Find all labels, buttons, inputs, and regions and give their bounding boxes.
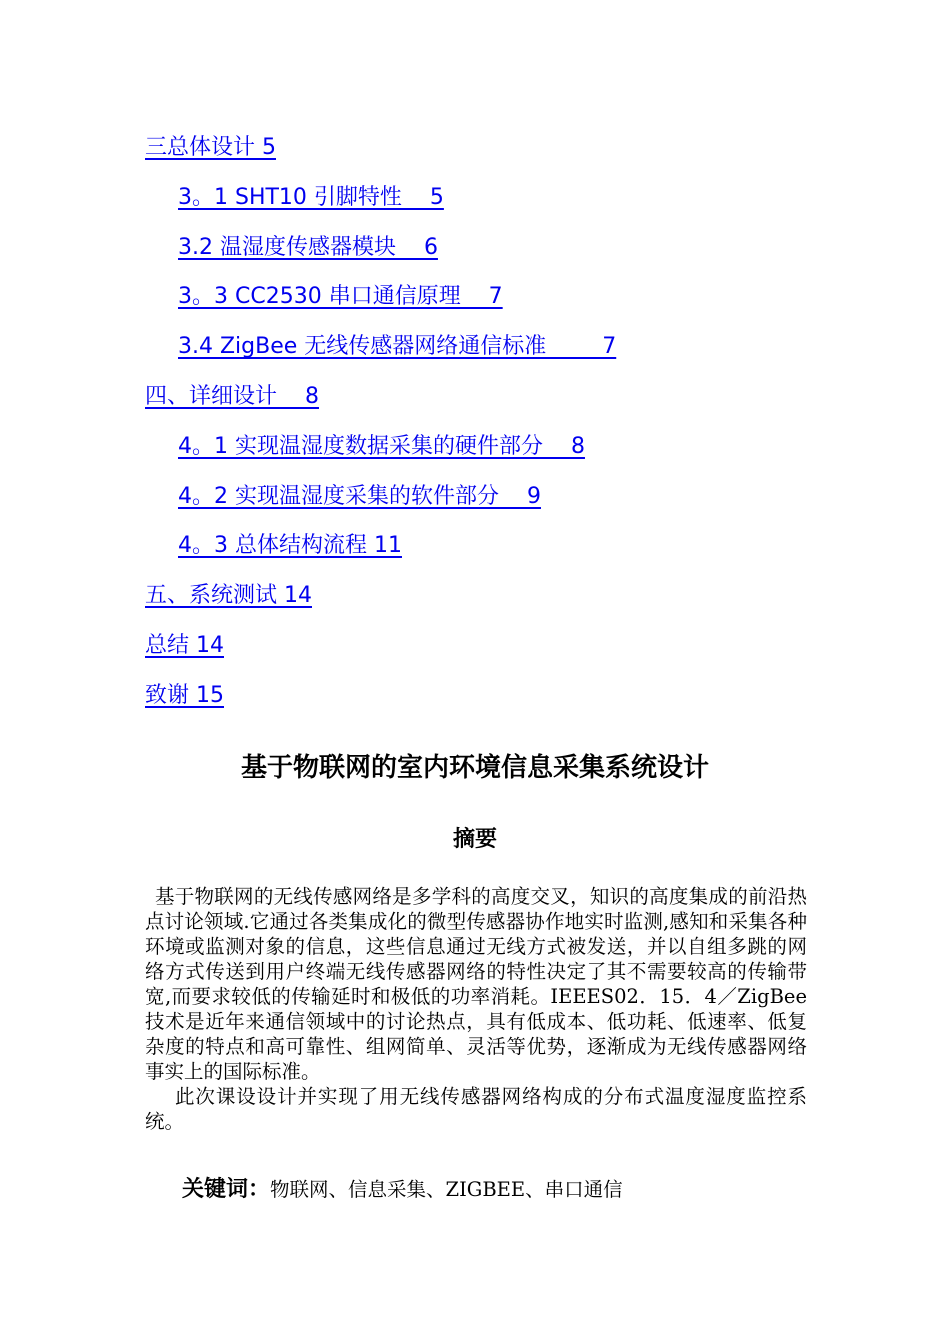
toc-link-4-2[interactable]: 4。2 实现温湿度采集的软件部分 9 xyxy=(178,483,541,509)
toc-link-3-1[interactable]: 3。1 SHT10 引脚特性 5 xyxy=(178,184,444,210)
document-title: 基于物联网的室内环境信息采集系统设计 xyxy=(240,753,709,783)
toc-link-chapter-3[interactable]: 三总体设计 5 xyxy=(145,135,276,160)
table-of-contents xyxy=(145,130,845,728)
toc-link-4-3[interactable]: 4。3 总体结构流程 11 xyxy=(178,533,402,559)
abstract-paragraph-1: 基于物联网的无线传感网络是多学科的高度交叉，知识的高度集成的前沿热点讨论领域.它通过各类集成化的微型传感器协作地实时监测,感知和采集各种环境或监测对象的信息，这些信息通过无线方式被发送，并以自组多跳的网络方式传送到用户终端无线传感器网络的特性决定了其不需要较高的传输带宽,而要求较低的传输延时和极低的功率消耗。IEEES02．15．4／ZigBee 技术是近年来通信领域中的讨论热点，具有低成本、低功耗、低速率、低复杂度的特点和高可靠性、组网简单、灵活等优势，逐渐成为无线传感器网络事实上的国际标准。 xyxy=(145,885,807,1083)
toc-link-3-3[interactable]: 3。3 CC2530 串口通信原理 7 xyxy=(178,284,503,310)
abstract-body xyxy=(145,884,807,1134)
abstract-paragraph-2: 此次课设设计并实现了用无线传感器网络构成的分布式温度湿度监控系统。 xyxy=(145,1085,807,1133)
toc-link-chapter-5[interactable]: 五、系统测试 14 xyxy=(145,583,312,609)
toc-link-3-4[interactable]: 3.4 ZigBee 无线传感器网络通信标准 7 xyxy=(178,334,617,360)
toc-link-chapter-4[interactable]: 四、详细设计 8 xyxy=(145,383,319,409)
keywords-label: 关键词： xyxy=(182,1177,271,1202)
abstract-heading: 摘要 xyxy=(452,827,497,852)
toc-link-3-2[interactable]: 3.2 温湿度传感器模块 6 xyxy=(178,234,438,260)
toc-link-4-1[interactable]: 4。1 实现温湿度数据采集的硬件部分 8 xyxy=(178,433,585,459)
keywords-text: 物联网、信息采集、ZIGBEE、串口通信 xyxy=(270,1178,623,1201)
keywords-line xyxy=(182,1172,822,1207)
toc-link-acknowledgements[interactable]: 致谢 15 xyxy=(145,682,224,708)
toc-link-summary[interactable]: 总结 14 xyxy=(145,632,224,658)
